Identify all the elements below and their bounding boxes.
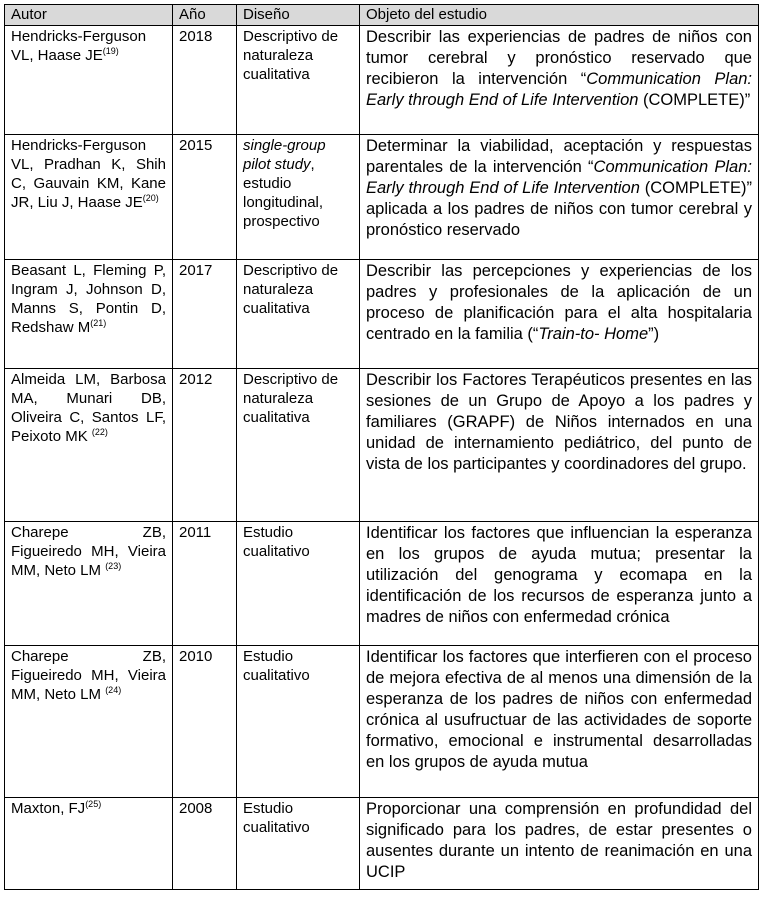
author-text: Charepe ZB, Figueiredo MH, Vieira MM, Neto LM — [11, 524, 166, 579]
author-cell — [5, 135, 173, 260]
objective-cell — [360, 135, 759, 260]
objective-italic-text: Communication Plan: Early through End of Life Intervention — [366, 70, 753, 109]
objective-text-end: (COMPLETE)” aplicada a los padres de niños con tumor cerebral y pronóstico reservado — [366, 179, 752, 239]
header-anio: Año — [173, 5, 237, 26]
author-text: Hendricks-Ferguson VL, Haase JE — [11, 28, 147, 64]
reference-number: (19) — [102, 46, 119, 56]
objective-cell — [360, 260, 759, 369]
author-text: Almeida LM, Barbosa MA, Munari DB, Oliveira C, Santos LF, Peixoto MK — [11, 371, 166, 445]
design-cell: Estudio cualitativo — [237, 646, 360, 798]
author-cell — [5, 26, 173, 135]
year-cell: 2011 — [173, 522, 237, 646]
reference-number: (24) — [105, 685, 122, 695]
objective-italic-text: Communication Plan: Early through End of Life Intervention — [366, 158, 752, 197]
objective-cell: Proporcionar una comprensión en profundidad del significado para los padres, de estar presentes o ausentes durante un intento de reanimación en una UCIP — [360, 798, 759, 890]
reference-number: (20) — [142, 193, 159, 203]
author-cell — [5, 260, 173, 369]
author-cell — [5, 798, 173, 890]
author-cell — [5, 369, 173, 522]
year-cell: 2018 — [173, 26, 237, 135]
table-row — [5, 646, 759, 798]
year-cell: 2008 — [173, 798, 237, 890]
header-autor: Autor — [5, 5, 173, 26]
year-cell: 2010 — [173, 646, 237, 798]
design-cell: Descriptivo de naturaleza cualitativa — [237, 26, 360, 135]
header-diseno: Diseño — [237, 5, 360, 26]
objective-text-end: ”) — [648, 325, 660, 343]
author-text: Beasant L, Fleming P, Ingram J, Johnson D, Manns S, Pontin D, Redshaw M — [11, 262, 166, 336]
author-cell — [5, 522, 173, 646]
table-row — [5, 369, 759, 522]
objective-italic-text: Train-to- Home — [538, 325, 649, 343]
objective-text-end: (COMPLETE)” — [638, 91, 751, 109]
reference-number: (21) — [90, 318, 107, 328]
year-cell: 2012 — [173, 369, 237, 522]
objective-cell — [360, 26, 759, 135]
table-row — [5, 26, 759, 135]
objective-cell: Identificar los factores que influencian la esperanza en los grupos de ayuda mutua; presentar la utilización del genograma y ecomapa en la identificación de los recursos de esperanza junto a madres de niños con enfermedad crónica — [360, 522, 759, 646]
objective-text: Describir las experiencias de padres de niños con tumor cerebral y pronóstico reservado que recibieron la intervención “ — [366, 28, 752, 88]
year-cell: 2017 — [173, 260, 237, 369]
objective-text: Describir las percepciones y experiencias de los padres y profesionales de la aplicación de un proceso de planificación para el alta hospitalaria centrado en la familia (“ — [366, 262, 752, 343]
reference-number: (22) — [91, 427, 108, 437]
design-cell — [237, 135, 360, 260]
design-cell: Estudio cualitativo — [237, 798, 360, 890]
table-row — [5, 798, 759, 890]
author-cell — [5, 646, 173, 798]
reference-number: (23) — [105, 561, 122, 571]
author-text: Maxton, FJ — [11, 800, 86, 817]
objective-cell: Describir los Factores Terapéuticos presentes en las sesiones de un Grupo de Apoyo a los padres y familiares (GRAPF) de Niños internados en una unidad de internamiento pediátrico, del punto de vista de los participantes y coordinadores del grupo. — [360, 369, 759, 522]
table-row — [5, 135, 759, 260]
year-cell: 2015 — [173, 135, 237, 260]
author-text: Charepe ZB, Figueiredo MH, Vieira MM, Neto LM — [11, 648, 166, 703]
design-italic-text: single-group pilot study — [243, 137, 326, 173]
table-row — [5, 260, 759, 369]
header-objeto: Objeto del estudio — [360, 5, 759, 26]
design-cell: Descriptivo de naturaleza cualitativa — [237, 369, 360, 522]
design-cell: Estudio cualitativo — [237, 522, 360, 646]
studies-table — [4, 4, 759, 890]
header-row — [5, 5, 759, 26]
design-text: , estudio longitudinal, prospectivo — [243, 156, 324, 230]
design-cell: Descriptivo de naturaleza cualitativa — [237, 260, 360, 369]
author-text: Hendricks-Ferguson VL, Pradhan K, Shih C, Gauvain KM, Kane JR, Liu J, Haase JE — [11, 137, 166, 211]
objective-text: Determinar la viabilidad, aceptación y respuestas parentales de la intervención “ — [366, 137, 752, 176]
table-row — [5, 522, 759, 646]
objective-cell: Identificar los factores que interfieren con el proceso de mejora efectiva de al menos una dimensión de la esperanza de los padres de niños con enfermedad crónica al usufructuar de las actividades de soporte formativo, emocional e instrumental desarrolladas en los grupos de ayuda mutua — [360, 646, 759, 798]
reference-number: (25) — [85, 799, 102, 809]
